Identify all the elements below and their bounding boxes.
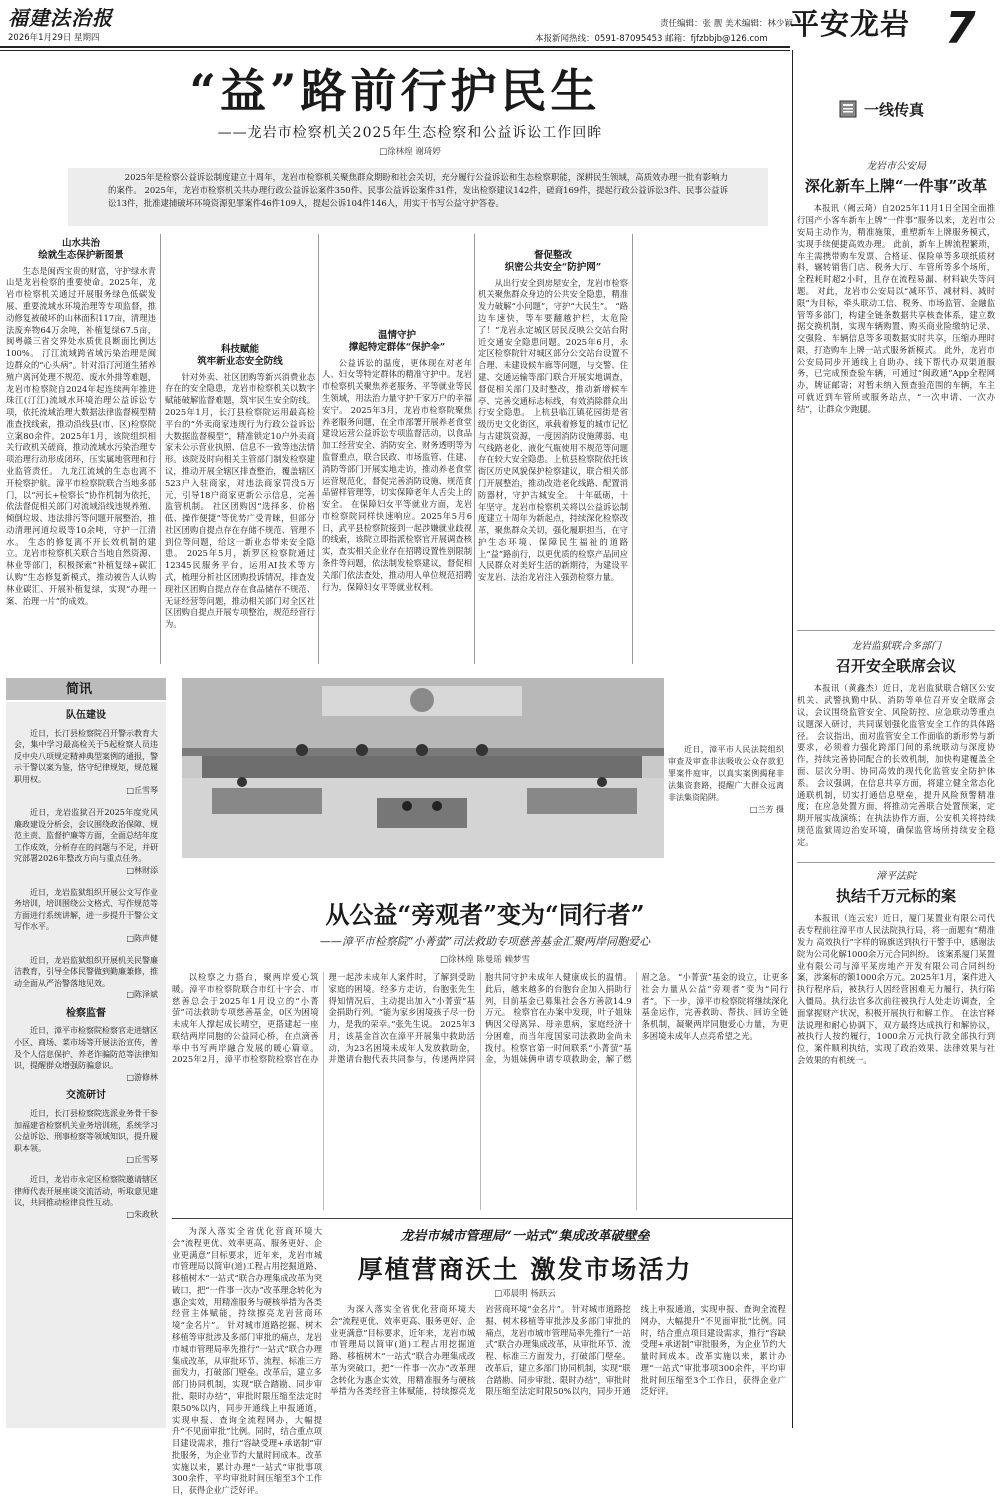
page-number: 7 [945,3,976,54]
article2-body: 以检察之力搭台，聚两岸爱心筑暖。漳平市检察院联合市红十字会、市慈善总会于2025年1月设立的“小菁萤”司法救助专项慈善基金，0区为困境未成年人撑起成长晴空，更搭建起一座联结两岸同胞的公益同心桥，在点滴善举中书写两岸融合发展的暖心篇章。 2025年2月，漳平市检察院检察官在办理一起涉未成年人案件时，了解到受助家庭的困境。经多方走访，台胞张先生得知情况后，主动提出加入“小菁萤”基金捐助行列。“能为家乡困境孩子尽一份力，是我的荣幸。”张先生说。 2025年3月，该基金首次在漳平开展集中救助活动，为23名困境未成年人发放救助金，并邀请台胞代表共同参与，传递两岸同胞共同守护未成年人健康成长的温情。此后，越来越多的台胞台企加入捐助行列，目前基金已募集社会各方善款14.9万元。 检察官在办案中发现，叶子姐妹俩因父母离异、母亲患病，家庭经济十分困难，而当年度国家司法救助金尚未拨付。检察官第一时间联系“小菁萤”基金，为姐妹俩申请专项救助金，解了燃眉之急。 “小菁萤”基金的设立，让更多社会力量从公益“旁观者”变为“同行者”。下一步，漳平市检察院将继续深化基金运作，完善救助、帮扶、回访全链条机制，凝聚两岸同胞爱心力量，为更多困境未成年人点亮希望之光。 [172,972,788,1065]
newspaper-icon [838,98,860,120]
issue-date: 2026年1月29日 星期四 [8,33,100,43]
brief-group-supervision: 检察监督 [66,1007,106,1019]
article3-title: 厚植营商沃土 激发市场活力 [357,1255,693,1284]
header-rule [0,46,790,48]
masthead-logo [8,4,128,30]
main-byline: □徐林煌 谢琦婷 [379,147,441,157]
brief-group-team: 队伍建设 [66,710,106,721]
courtroom-photo [182,678,664,858]
article3-body-left: 为深入落实全省优化营商环境大会“流程更优、效率更高、服务更好、企业更满意”目标要求，近年来，龙岩市城市管理局以简审(道)工程占用挖掘道路、移植树木“一站式”联合办理集成改革为突破口，把“一件事一次办”改革理念转化为惠企实效，用精准服务与硬核举措为各类经营主体赋能，持续擦亮龙岩营商环境“金名片”。 针对城市道路挖掘、树木移植等审批涉及多部门审批的痛点，龙岩市城市管理局率先推行“一站式”联合办理集成改革，从审批环节、流程、标准三方面发力，打破部门壁垒。改革后，建立多部门协同机制，实现“联合踏勘、同步审批、限时办结”，审批时限压缩至法定时限50%以内，同步开通线上申报通道，实现申报、查询全流程网办，大幅提升“不见面审批”比例。同时，结合重点项目建设需求，推行“容缺受理+承诺制”审批服务，为企业节约大量时间成本。改革实施以来，累计办理“一站式”审批事项300余件，平均审批时间压缩至3个工作日，获得企业广泛好评。 [172,1226,322,1496]
article3-body-right: 为深入落实全省优化营商环境大会“流程更优、效率更高、服务更好、企业更满意”目标要求，近年来，龙岩市城市管理局以简审(道)工程占用挖掘道路、移植树木“一站式”联合办理集成改革为突破口，把“一件事一次办”改革理念转化为惠企实效，用精准服务与硬核举措为各类经营主体赋能，持续擦亮龙岩营商环境“金名片”。 针对城市道路挖掘、树木移植等审批涉及多部门审批的痛点，龙岩市城市管理局率先推行“一站式”联合办理集成改革，从审批环节、流程、标准三方面发力，打破部门壁垒。改革后，建立多部门协同机制，实现“联合踏勘、同步审批、限时办结”，审批时限压缩至法定时限50%以内，同步开通线上申报通道，实现申报、查询全流程网办，大幅提升“不见面审批”比例。同时，结合重点项目建设需求，推行“容缺受理+承诺制”审批服务，为企业节约大量时间成本。改革实施以来，累计办理“一站式”审批事项300余件，平均审批时间压缩至3个工作日，获得企业广泛好评。 [330,1304,786,1397]
main-col-3 [322,234,472,662]
section-body-tech: 针对外卖、社区团购等新兴消费业态存在的安全隐患，龙岩市检察机关以数字赋能破解监督难题，筑牢民生安全防线。 2025年1月，长汀县检察院运用最高检平台的“外卖商家违规行为行政公益诉讼大数据监督模型”，精准锁定10户外卖商家未公示营业执照、信息不一致等违法情形。该院及时向相关主管部门制发检察建议，推动开展全辖区排查整治，覆盖辖区523户入驻商家，对违法商家罚没5万元，引导18户商家更新公示信息，完善监管机制。 社区团购因“选择多、价格低、操作便捷”等优势广受青睐，但部分社区团购自提点存在存储不规范、管理不到位等问题，给这一新业态带来安全隐患。 2025年5月，新罗区检察院通过12345民服务平台，运用AI技术等方式，梳理分析社区团购投诉情况，排查发现社区团购自提点存在食品储存不规范、无证经营等问题，推动相关部门对全区社区团购自提点开展专项整治，规范经营行为。 [165,371,315,630]
article2-byline: □徐林煌 陈曼瑶 赖梦雪 [440,955,530,965]
right-item-3-title: 执结千万元标的案 [835,887,956,906]
right-item-1: 龙岩市公安局 深化新车上牌“一件事”改革 本报讯（阙云琦）自2025年11月1日全国全面推行国产小客车新车上牌“一件事”服务以来，龙岩市公安局主动作为，精准施策，重塑新车上牌服务模式，实现手续便捷高效办理。 此前，新车上牌流程繁琐，车主需携带购车发票、合格证、保险单等多项纸质材料，辗转销售门店、税务大厅、车管所等多个场所，全程耗时超2小时，且存在流程易漏、材料缺失等问题。 对此，龙岩市公安局以“减环节、减材料、减时限”为目标，牵头联动工信、税务、市场监管、金融监管等多部门，构建全链条数据共享核查体系，建立数据交换机制，实现车辆购置、购买商业险缴纳记录、交强险、车辆信息等多项数据实时共享，压缩办理时限，打造购车上牌一站式服务新模式。 此外，龙岩市公安局同步开通线上自助办、线下帮代办双渠道服务，已完成预查验车辆，可通过“闽政通”App全程网办，牌证邮寄；对暂未纳入预查验范围的车辆，车主可就近到车管所或服务站点，“一次申请、一次办结”，让群众少跑腿。 [797,161,995,414]
main-title: “益”路前行护民生 [189,64,601,118]
section-name: 平安龙岩 [790,7,911,41]
section-title-tech: 科技赋能 筑牢新业态安全防线 [197,344,283,368]
paper-name: 福建法治报 [8,6,113,30]
brief-header: 简讯 [6,678,166,700]
article2-subtitle: ——漳平市检察院“小菁萤”司法救助专项慈善基金汇聚两岸同胞爱心 [319,935,651,948]
main-col-1 [6,234,156,662]
main-lead: 2025年是检察公益诉讼制度建立十周年，龙岩市检察机关聚焦群众期盼和社会关切，充分履行公益诉讼和生态检察职能，深耕民生领域，高质效办理一批有影响力的案件。 2025年，龙岩市检察机关共办理行政公益诉讼案件350件、民事公益诉讼案件31件，发出检察建议142件，磋商169件，提起行政公益诉讼3件、民事公益诉讼13件，批准逮捕破坏环境资源犯罪案件46件109人，提起公诉104件146人，用实干书写公益守护答卷。 [68,168,768,226]
main-subtitle: ——龙岩市检察机关2025年生态检察和公益诉讼工作回眸 [217,125,603,141]
main-col-2 [165,234,315,662]
article3-kicker: 龙岩市城市管理局“一站式”集成改革破壁垒 [400,1229,650,1244]
courtroom-scene-image [182,678,664,858]
section-body-safety: 从出行安全到房屋安全，龙岩市检察机关聚焦群众身边的公共安全隐患，精准发力破解“小问题”，守护“大民生”。 “路边车速快，等车要翻越护栏，太危险了！”龙岩永定城区居民反映公交站台附近交通安全隐患问题。2025年6月，永定区检察院针对城区部分公交站台设置不合理、未建设候车廊等问题，与交警、住建、交通运输等部门联合开展实地调查，督促相关部门及时整改，推动新增候车亭、完善交通标志标线，有效消除群众出行安全隐患。 上杭县临江镇花园街是省级历史文化街区，承载着修复的城市记忆与古建筑资源，一度因消防设施薄弱、电气线路老化、液化气瓶使用不规范等问题存在较大安全隐患。上杭县检察院依托该街区历史风貌保护检察建议，联合相关部门开展整治，推动改造老化线路、配置消防器材，守护古城安全。 十年砥砺，十年坚守。龙岩市检察机关将以公益诉讼制度建立十周年为新起点，持续深化检察改革，聚焦群众关切，强化履职担当，在守护生态环境、保障民生福祉的道路上“益”路前行，以更优质的检察产品回应人民群众对美好生活的新期待，为建设平安龙岩、法治龙岩注入强劲检察力量。 [478,277,628,583]
main-col-4 [478,234,628,662]
brief-list: 队伍建设 近日，长汀县检察院召开警示教育大会，集中学习最高检关于5起检察人员违反中央八项规定精神典型案例的通报，警示干警以案为鉴，恪守纪律规矩，规范履职用权。 □丘雪琴 近日，龙岩监狱召开2025年度党风廉政建设分析会，会议围绕政治保障、规范主责、监督护廉等方面，全面总结年度工作成效，分析存在的问题与不足，并研究部署2026年整改方向与重点任务。 □林财添 近日，龙岩监狱组织开展公文写作业务培训，培训围绕公文格式、写作规范等方面进行系统讲解，进一步提升干警公文写作水平。 □陈声健 近日，龙岩监狱组织开展机关民警廉洁教育，引导全体民警做到勤廉兼修，推动全面从严治警落地见效。 □陈泽斌 检察监督 近日，漳平市检察院检察官走进辖区小区、商场、菜市场等开展法治宣传，普及个人信息保护、养老诈骗防范等法律知识，提醒群众增强防骗意识。 □游修林 交流研讨 近日，长汀县检察院选派业务骨干参加福建省检察机关业务培训班，系统学习公益诉讼、刑事检察等领域知识，提升履职本领。 □丘雪琴 近日，龙岩市永定区检察院邀请辖区律师代表开展座谈交流活动，听取意见建议，共同推动检律良性互动。 □朱政秋 [6,702,166,1428]
section-title-ecology: 山水共治 绘就生态保护新图景 [38,238,124,262]
article2-title: 从公益“旁观者”变为“同行者” [325,900,645,929]
hotline: 本报新闻热线：0591-87095453 邮箱：fjfzbbjb@126.com [535,34,768,44]
section-body-care: 公益诉讼的温度，更体现在对老年人、妇女等特定群体的精准守护中。龙岩市检察机关聚焦养老服务、平等就业等民生领域，用法治力量守护千家万户的幸福安宁。 2025年3月，龙岩市检察院聚焦养老服务问题，在全市部署开展养老食堂建设运营公益诉讼专项监督活动，以食品加工经营安全、消防安全、财务透明等为监督重点，联合民政、市场监管、住建、消防等部门开展实地走访，推动养老食堂运营规范化，督促完善消防设施、规范食品留样管理等，切实保障老年人舌尖上的安全。 在保障妇女平等就业方面，龙岩市检察院同样快速响应。2025年5月6日，武平县检察院接到一起涉嫌就业歧视的线索，该院立即指派检察官开展调查核实，查实相关企业存在招聘设置性别限制条件等问题，依法制发检察建议，督促相关部门依法查处，推动用人单位规范招聘行为，保障妇女平等就业权利。 [322,357,472,592]
right-item-3: 漳平法院 执结千万元标的案 本报讯（连云宏）近日，厦门某置业有限公司代表专程前往漳平市人民法院执行局，将一面题有“精准发力 高效执行”字样的锦旗送到执行干警手中，感谢法院为公司化解1000余万元合同纠纷。 该案系厦门某置业有限公司与漳平某房地产开发有限公司合同纠纷案，涉案标的额1000余万元。2025年1月，案件进入执行程序后，被执行人因经营困难无力履行，执行陷入僵局。执行法官多次前往被执行人处走访调查，全面掌握财产状况，积极开展执行和解工作。 在法官释法说理和耐心协调下，双方最终达成执行和解协议，被执行人按约履行，1000余万元执行款全部执行到位，案件顺利执结，实现了政治效果、法律效果与社会效果的有机统一。 [797,871,995,1065]
brief-group-exchange: 交流研讨 [66,1090,106,1102]
editors-line: 责任编辑：张 靓 美术编辑：林少颖 [660,19,793,29]
photo-caption: 近日，漳平市人民法院组织审查及审查非法吸收公众存款犯罪案件庭审，以真实案例揭秘非法集资套路，提醒广大群众远离非法集资陷阱。 □兰芳 摄 [668,745,784,814]
section-body-ecology: 生态是闽西宝贵的财富，守护绿水青山是龙岩检察的重要使命。2025年，龙岩市检察机关通过开展服务绿色低碳发展、重要流域水环境治理等专项监督，推动修复被破坏的山林面积117亩，清理违法废弃物64万余吨，补植复绿67.5亩，闽粤赣三省交界处水质优良断面比例达100%。 汀江流域跨省域污染治理是闽边群众的“心头病”。针对沿汀河道生猪养殖户离河处理不规范、废水外排等难题，龙岩市检察院自2024年起连续两年推进珠江(汀江)流域水环境治理公益诉讼专项，依托流域治理大数据法律监督模型精准查找线索，推动沿线县(市、区)检察院立案80余件。2025年1月，该院组织相关行政机关磋商，推动流域水污染治理专项治理行动形成闭环，压实属地管理和行业监管责任。 九龙江流域的生态也离不开检察护航。漳平市检察院联合当地多部门，以“河长+检察长”协作机制为依托，依法督促相关部门对流域沿线违规养殖、倾倒垃圾、违法排污等问题开展整治，推动清理河道垃圾等10余吨，守护一江清水。 生态的修复离不开长效机制的建立。龙岩市检察机关联合当地自然资源、林业等部门，积极探索“补植复绿+碳汇认购”生态修复新模式，推动被告人认购林业碳汇、开展补植复绿，实现“办理一案、治理一片”的成效。 [6,265,156,606]
section-title-safety: 督促整改 织密公共安全“防护网” [504,250,602,274]
right-item-2: 龙岩监狱联合多部门 召开安全联席会议 本报讯（黄鑫杰）近日，龙岩监狱联合辖区公安机关、武警执勤中队、消防等单位召开安全联席会议，会议围绕监管安全、风险防控、应急联动等重点议题深入研讨，共同谋划强化监管安全工作的具体路径。 会议指出，面对监管安全工作面临的新形势与新要求，必须着力强化跨部门间的系统联动与深度协作，持续完善协同配合的长效机制，加快构建覆盖全面、层次分明、协同高效的现代化监管安全防护体系。 会议强调，在信息共享方面，将建立健全常态化通联机制，切实打通信息壁垒，提升风险预警精准度；在应急处置方面，将推动完善联合处置预案，定期开展实战演练；在执法协作方面，公安机关将持续规范监狱周边治安环境，确保监管场所持续安全稳定。 [797,641,995,847]
column-badge: 一线传真 [838,96,948,124]
article3-byline: □邓晨明 杨跃云 [494,1289,556,1299]
right-item-1-title: 深化新车上牌“一件事”改革 [804,177,988,196]
right-item-2-title: 召开安全联席会议 [835,657,956,676]
section-title-care: 温情守护 撑起特定群体“保护伞” [348,330,446,354]
